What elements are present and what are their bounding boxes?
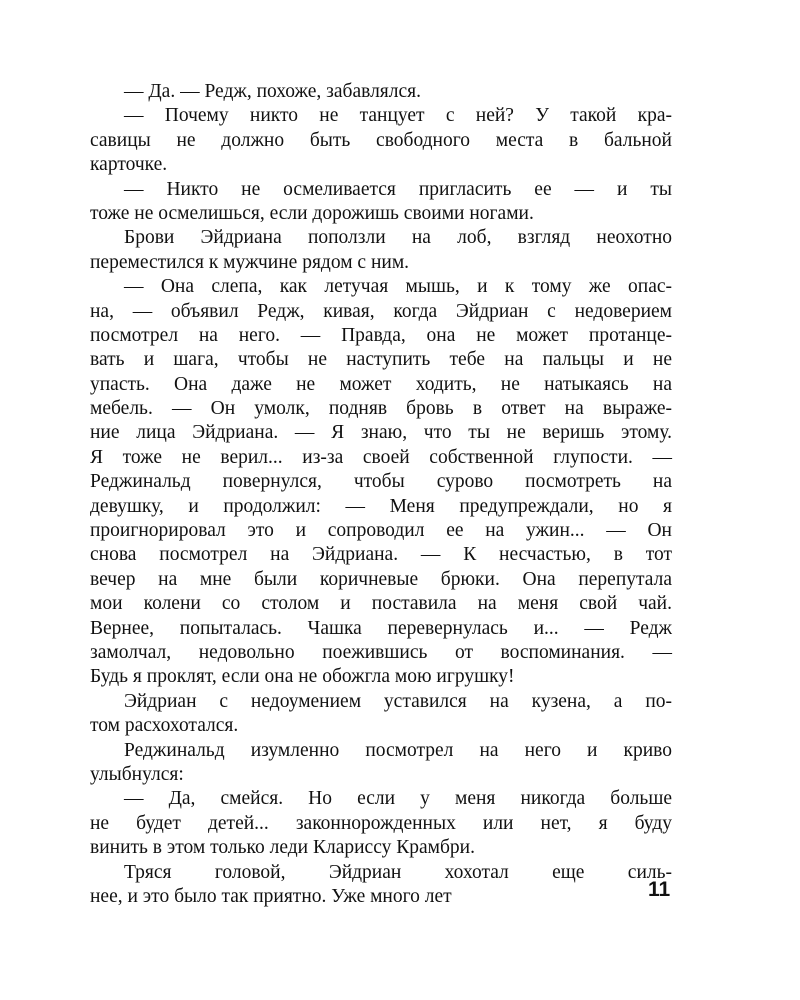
- text-line: вечер на мне были коричневые брюки. Она перепутала: [90, 568, 672, 590]
- text-line: мебель. — Он умолк, подняв бровь в ответ на выраже-: [90, 398, 672, 420]
- text-line: Реджинальд изумленно посмотрел на него и криво: [124, 739, 672, 761]
- text-line: проигнорировал это и сопроводил ее на ужин... — Он: [90, 520, 672, 542]
- text-line: — Да, смейся. Но если у меня никогда больше: [124, 788, 672, 810]
- text-line: — Почему никто не танцует с ней? У такой кра-: [124, 105, 672, 127]
- text-line: упасть. Она даже не может ходить, не натыкаясь на: [90, 373, 672, 395]
- text-line: Реджинальд повернулся, чтобы сурово посмотреть на: [90, 471, 672, 493]
- text-line: — Да. — Редж, похоже, забавлялся.: [124, 81, 421, 102]
- text-line: Эйдриан с недоумением уставился на кузена, а по-: [124, 690, 672, 712]
- text-line: вать и шага, чтобы не наступить тебе на пальцы и не: [90, 349, 672, 371]
- text-line: не будет детей... законнорожденных или нет, я буду: [90, 812, 672, 834]
- text-line: Будь я проклят, если она не обожгла мою игрушку!: [90, 666, 515, 688]
- text-line: — Она слепа, как летучая мышь, и к тому же опас-: [124, 276, 672, 298]
- text-line: девушку, и продолжил: — Меня предупреждали, но я: [90, 495, 672, 517]
- text-line: Тряся головой, Эйдриан хохотал еще силь-: [124, 861, 672, 883]
- text-line: Я тоже не верил... из-за своей собственной глупости. —: [90, 446, 672, 468]
- text-line: улыбнулся:: [90, 763, 184, 785]
- text-line: том расхохотался.: [90, 715, 239, 737]
- text-line: переместился к мужчине рядом с ним.: [90, 251, 410, 273]
- text-line: нее, и это было так приятно. Уже много лет: [90, 885, 452, 907]
- text-line: посмотрел на него. — Правда, она не может протанце-: [90, 324, 672, 346]
- text-line: Вернее, попыталась. Чашка перевернулась и... — Редж: [90, 617, 672, 639]
- text-line: замолчал, недовольно поежившись от воспоминания. —: [90, 641, 672, 663]
- text-line: тоже не осмелишься, если дорожишь своими ногами.: [90, 202, 534, 224]
- text-line: карточке.: [90, 154, 168, 176]
- text-line: винить в этом только леди Клариссу Крамбри.: [90, 837, 475, 859]
- text-line: савицы не должно быть свободного места в бальной: [90, 129, 672, 151]
- text-line: ние лица Эйдриана. — Я знаю, что ты не веришь этому.: [90, 422, 672, 444]
- page-body: [90, 80, 672, 909]
- text-line: снова посмотрел на Эйдриана. — К несчастью, в тот: [90, 544, 672, 566]
- text-line: Брови Эйдриана поползли на лоб, взгляд неохотно: [124, 227, 672, 249]
- page-number: 11: [648, 878, 671, 901]
- text-line: — Никто не осмеливается пригласить ее — и ты: [124, 178, 672, 200]
- text-line: на, — объявил Редж, кивая, когда Эйдриан с недоверием: [90, 300, 672, 322]
- text-line: мои колени со столом и поставила на меня свой чай.: [90, 593, 672, 615]
